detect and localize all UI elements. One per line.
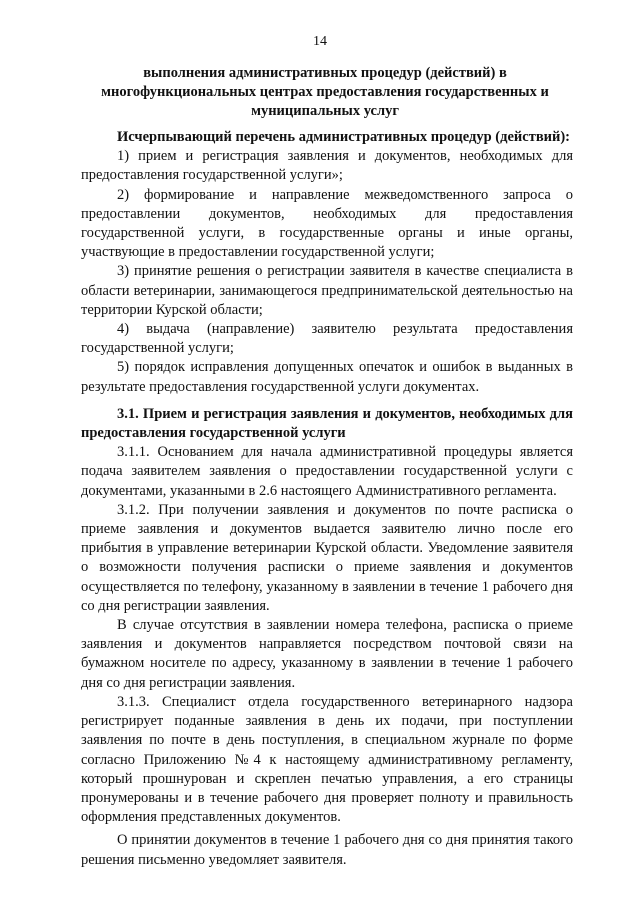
procedure-item: 2) формирование и направление межведомственного запроса о предоставлении документов, необходимых для предоставления государственной услуги, в государственные органы и иные органы, участвующие в предоставлении государственной услуги; xyxy=(81,186,573,261)
paragraph: О принятии документов в течение 1 рабочего дня со дня принятия такого решения письменно уведомляет заявителя. xyxy=(81,832,573,868)
procedure-item: 5) порядок исправления допущенных опечаток и ошибок в выданных в результате предоставления государственной услуги документах. xyxy=(81,359,573,395)
paragraph: 3.1.2. При получении заявления и документов по почте расписка о приеме заявления и документов выдается заявителю лично после его прибытия в управление ветеринарии Курской области. Уведомление заявителя о возможности получения расписки о приеме заявления и документов осуществляется по телефону, указанному в заявлении в течение 1 рабочего дня со дня регистрации заявления. xyxy=(81,501,573,614)
procedure-item: 1) прием и регистрация заявления и документов, необходимых для предоставления государственной услуги»; xyxy=(81,148,573,184)
document-title: выполнения административных процедур (действий) в многофункциональных центрах предоставления государственных и муниципальных услуг xyxy=(101,65,549,119)
paragraph: 3.1.1. Основанием для начала административной процедуры является подача заявителем заявления о предоставлении государственной услуги с документами, указанными в 2.6 настоящего Административного регламента. xyxy=(81,444,573,499)
paragraph: 3.1.3. Специалист отдела государственного ветеринарного надзора регистрирует поданные заявления в день их подачи, при поступлении заявления по почте в день поступления, в специальном журнале по форме согласно Приложению №4 к настоящему административному регламенту, который прошнурован и скреплен печатью управления, а его страницы пронумерованы и в течение рабочего дня проверяет полноту и правильность оформления представленных документов. xyxy=(81,693,573,826)
procedure-item: 4) выдача (направление) заявителю результата предоставления государственной услуги; xyxy=(81,321,573,357)
paragraph: В случае отсутствия в заявлении номера телефона, расписка о приеме заявления и документов направляется посредством почтовой связи на бумажном носителе по адресу, указанному в заявлении в течение 1 рабочего дня со дня регистрации заявления. xyxy=(81,617,573,691)
section-heading: 3.1. Прием и регистрация заявления и документов, необходимых для предоставления государственной услуги xyxy=(81,405,573,442)
document-body xyxy=(81,128,573,870)
procedure-item: 3) принятие решения о регистрации заявителя в качестве специалиста в области ветеринарии, занимающегося предпринимательской деятельностью на территории Курской области; xyxy=(81,263,573,318)
page-number: 14 xyxy=(313,34,327,49)
procedures-heading: Исчерпывающий перечень административных процедур (действий): xyxy=(117,129,571,145)
